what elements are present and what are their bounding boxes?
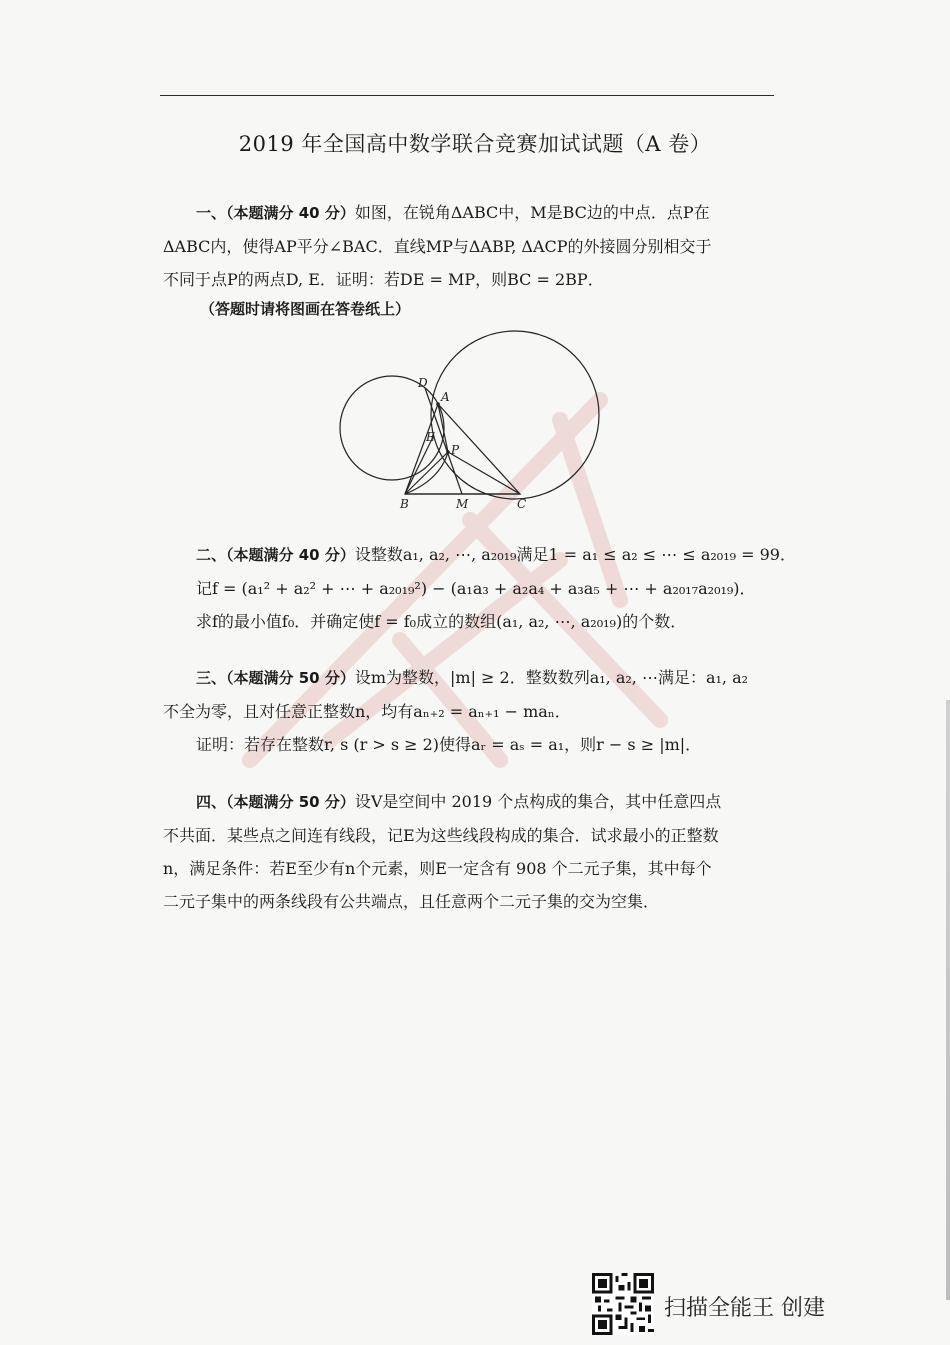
label-d: D <box>418 376 428 390</box>
qr-code-icon[interactable] <box>592 1273 654 1335</box>
label-e: E <box>426 430 435 444</box>
problem-1 <box>163 196 783 296</box>
problem-3-line-3: 证明：若存在整数r, s (r > s ≥ 2)使得aᵣ = aₛ = a₁，则r − s ≥ |m|． <box>196 735 702 754</box>
problem-3-line-1: 设m为整数，|m| ≥ 2．整数数列a₁, a₂, ⋯满足：a₁, a₂ <box>354 668 749 687</box>
geometry-figure <box>330 330 620 515</box>
label-a: A <box>441 390 450 404</box>
label-m: M <box>456 497 469 511</box>
circle-acp <box>431 331 599 499</box>
problem-1-line-3: 不同于点P的两点D, E．证明：若DE = MP，则BC = 2BP． <box>163 270 604 289</box>
label-c: C <box>517 497 527 511</box>
problem-2-line-1: 设整数a₁, a₂, ⋯, a₂₀₁₉满足1 = a₁ ≤ a₂ ≤ ⋯ ≤ a₂₀₁₉ = 99． <box>354 545 796 564</box>
problem-1-line-1: 如图，在锐角ΔABC中，M是BC边的中点．点P在 <box>354 203 710 222</box>
figure-note: （答题时请将图画在答卷纸上） <box>200 300 411 318</box>
problem-4 <box>163 785 783 918</box>
problem-2-heading: 二、（本题满分 40 分） <box>196 546 355 564</box>
problem-4-line-4: 二元子集中的两条线段有公共端点，且任意两个二元子集的交为空集． <box>163 892 660 911</box>
problem-1-heading: 一、（本题满分 40 分） <box>196 204 355 222</box>
problem-4-line-2: 不共面．某些点之间连有线段，记E为这些线段构成的集合．试求最小的正整数 <box>163 826 719 845</box>
top-rule <box>160 95 774 96</box>
problem-3-heading: 三、（本题满分 50 分） <box>196 669 355 687</box>
label-p: P <box>451 443 460 457</box>
problem-4-heading: 四、（本题满分 50 分） <box>196 793 355 811</box>
problem-4-line-1: 设V是空间中 2019 个点构成的集合，其中任意四点 <box>354 792 722 811</box>
problem-2-line-3: 求f的最小值f₀．并确定使f = f₀成立的数组(a₁, a₂, ⋯, a₂₀₁₉)的个数． <box>196 612 687 631</box>
problem-4-line-3: n，满足条件：若E至少有n个元素，则E一定含有 908 个二元子集，其中每个 <box>163 859 712 878</box>
scanner-footer <box>592 1273 872 1337</box>
problem-1-line-2: ΔABC内，使得AP平分∠BAC．直线MP与ΔABP, ΔACP的外接圆分别相交于 <box>163 237 712 256</box>
page-title: 2019 年全国高中数学联合竞赛加试试题（A 卷） <box>238 132 712 156</box>
problem-2 <box>163 538 796 638</box>
label-b: B <box>400 497 409 511</box>
circle-abp <box>340 376 444 480</box>
problem-3-line-2: 不全为零，且对任意正整数n，均有aₙ₊₂ = aₙ₊₁ − maₙ． <box>163 702 571 721</box>
problem-2-line-2: 记f = (a₁² + a₂² + ⋯ + a₂₀₁₉²) − (a₁a₃ + a₂a₄ + a₃a₅ + ⋯ + a₂₀₁₇a₂₀₁₉)． <box>196 579 756 598</box>
scan-edge <box>946 700 950 1300</box>
scanner-app-label: 扫描全能王 创建 <box>664 1296 825 1321</box>
problem-3 <box>163 661 783 761</box>
